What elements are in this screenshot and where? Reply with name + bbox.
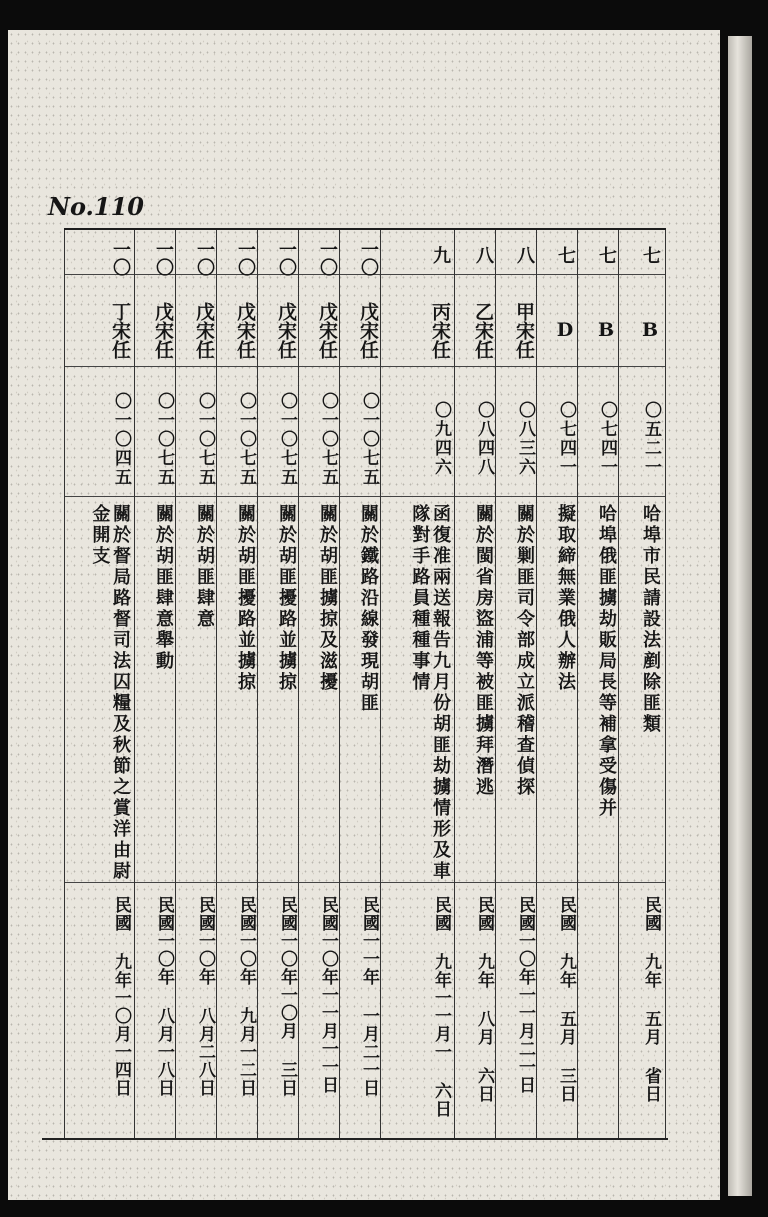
row-code: 〇一〇七五 bbox=[277, 391, 297, 487]
column-line bbox=[134, 230, 135, 1138]
column-line bbox=[454, 230, 455, 1138]
row-class: 甲宋任 bbox=[513, 301, 535, 359]
row-subject: 關於胡匪肆意 bbox=[194, 504, 215, 630]
row-code: 〇一〇七五 bbox=[154, 391, 174, 487]
row-date: 民國 九年 八月 六日 bbox=[474, 896, 494, 1103]
row-class: 戊宋任 bbox=[357, 301, 379, 359]
row-code: 〇一〇七五 bbox=[236, 391, 256, 487]
column-line bbox=[298, 230, 299, 1138]
row-subject: 關於閩省房盜浦等被匪擄拜潛逃 bbox=[473, 504, 494, 798]
row-number: 七 bbox=[640, 246, 661, 264]
row-class: 戊宋任 bbox=[275, 301, 297, 359]
row-subject: 關於剿匪司令部成立派稽查偵探 bbox=[514, 504, 535, 798]
document-page bbox=[8, 30, 720, 1200]
column-line bbox=[618, 230, 619, 1138]
row-number: 一〇 bbox=[194, 240, 215, 276]
column-line bbox=[577, 230, 578, 1138]
row-code: 〇一〇四五 bbox=[111, 391, 131, 487]
row-code: 〇一〇七五 bbox=[318, 391, 338, 487]
column-line bbox=[495, 230, 496, 1138]
row-number: 一〇 bbox=[358, 240, 379, 276]
row-class: D bbox=[554, 319, 576, 341]
book-spine bbox=[728, 36, 752, 1196]
row-number: 八 bbox=[514, 246, 535, 264]
row-date: 民國 九年一一月一 六日 bbox=[431, 896, 451, 1118]
row-date: 民國一〇年一〇月 三日 bbox=[277, 896, 297, 1097]
row-code: 〇八三六 bbox=[515, 401, 535, 477]
row-code: 〇八四八 bbox=[474, 401, 494, 477]
records-table bbox=[64, 228, 666, 1140]
row-date: 民國一一年 一月二一日 bbox=[359, 896, 379, 1097]
row-code: 〇五二一 bbox=[641, 401, 661, 477]
row-subject: 哈埠市民請設法剷除匪類 bbox=[640, 504, 661, 735]
row-class: B bbox=[595, 319, 617, 341]
row-code: 〇一〇七五 bbox=[195, 391, 215, 487]
column-line bbox=[216, 230, 217, 1138]
column-line bbox=[536, 230, 537, 1138]
row-subject: 關於鐵路沿線發現胡匪 bbox=[358, 504, 379, 714]
column-line bbox=[64, 230, 65, 1138]
row-subject: 關於胡匪擾路並擄掠 bbox=[276, 504, 297, 693]
row-subject: 關於胡匪擄掠及滋擾 bbox=[317, 504, 338, 693]
page-number: No.110 bbox=[48, 192, 144, 221]
row-class: 戊宋任 bbox=[234, 301, 256, 359]
row-subject: 哈埠俄匪擄劫販局長等補拿受傷并 bbox=[596, 504, 617, 819]
row-subject: 關於督局路督司法囚糧及秋節之賞洋由尉金開支 bbox=[89, 504, 131, 882]
row-number: 一〇 bbox=[110, 240, 131, 276]
row-number: 八 bbox=[473, 246, 494, 264]
column-line bbox=[380, 230, 381, 1138]
row-number: 七 bbox=[596, 246, 617, 264]
row-class: 乙宋任 bbox=[472, 301, 494, 359]
row-date: 民國一〇年 八月二八日 bbox=[195, 896, 215, 1097]
row-subject: 關於胡匪肆意舉動 bbox=[153, 504, 174, 672]
row-subject: 擬取締無業俄人辦法 bbox=[555, 504, 576, 693]
row-date: 民國一〇年 九月一二日 bbox=[236, 896, 256, 1097]
row-code: 〇九四六 bbox=[431, 401, 451, 477]
column-line bbox=[175, 230, 176, 1138]
bottom-rule bbox=[42, 1138, 668, 1140]
row-code: 〇七四一 bbox=[556, 401, 576, 477]
row-class: 戊宋任 bbox=[193, 301, 215, 359]
row-class: 丁宋任 bbox=[109, 301, 131, 359]
row-date: 民國一〇年一一月二一日 bbox=[515, 896, 535, 1094]
row-code: 〇七四一 bbox=[597, 401, 617, 477]
row-number: 七 bbox=[555, 246, 576, 264]
row-date: 民國 九年一〇月一四日 bbox=[111, 896, 131, 1097]
row-subject: 函復准兩送報告九月份胡匪劫擄情形及車隊對手路員種種事情 bbox=[409, 504, 451, 882]
row-number: 一〇 bbox=[153, 240, 174, 276]
row-class: 戊宋任 bbox=[316, 301, 338, 359]
row-date: 民國 九年 五月 三日 bbox=[556, 896, 576, 1103]
row-number: 一〇 bbox=[276, 240, 297, 276]
column-line bbox=[665, 230, 666, 1138]
row-date: 民國一〇年 八月一八日 bbox=[154, 896, 174, 1097]
row-number: 一〇 bbox=[235, 240, 256, 276]
row-number: 一〇 bbox=[317, 240, 338, 276]
row-date: 民國 九年 五月 省日 bbox=[641, 896, 661, 1103]
column-line bbox=[339, 230, 340, 1138]
row-date bbox=[580, 896, 616, 1136]
row-date: 民國一〇年一一月一一日 bbox=[318, 896, 338, 1094]
row-class: B bbox=[639, 319, 661, 341]
row-class: 戊宋任 bbox=[152, 301, 174, 359]
row-class: 丙宋任 bbox=[429, 301, 451, 359]
column-line bbox=[257, 230, 258, 1138]
row-subject: 關於胡匪擾路並擄掠 bbox=[235, 504, 256, 693]
row-code: 〇一〇七五 bbox=[359, 391, 379, 487]
row-number: 九 bbox=[430, 246, 451, 264]
